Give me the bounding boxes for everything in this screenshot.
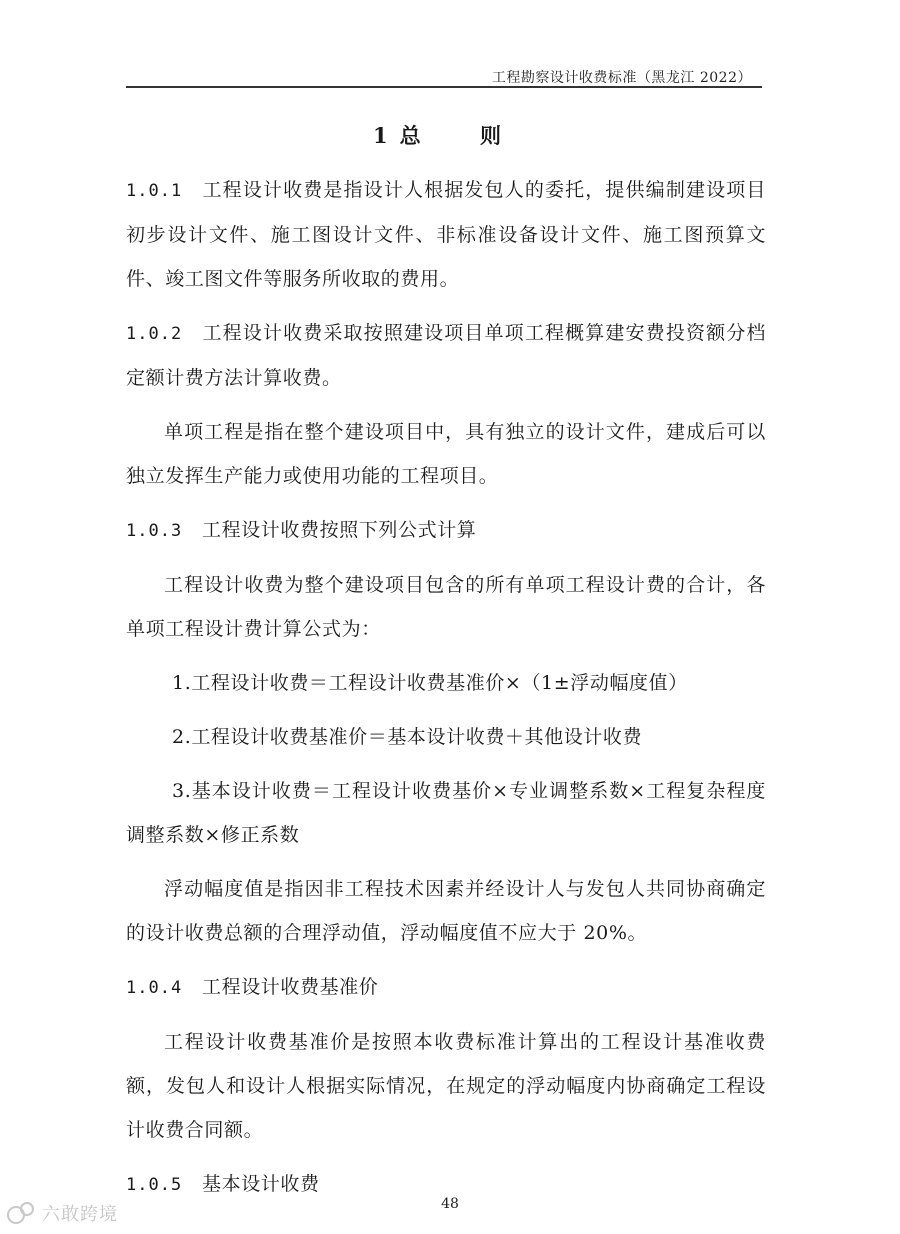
watermark-text: 六敢跨境 bbox=[42, 1204, 118, 1225]
clause-1-0-2 bbox=[126, 311, 766, 400]
chapter-heading: 总 则 bbox=[399, 123, 527, 148]
brand-logo-icon bbox=[6, 1200, 36, 1226]
clause-number: 1.0.5 bbox=[126, 1175, 183, 1195]
clause-text: 基本设计收费 bbox=[202, 1173, 320, 1195]
body-text bbox=[126, 168, 766, 1217]
paragraph-single-project: 单项工程是指在整个建设项目中，具有独立的设计文件，建成后可以独立发挥生产能力或使用功能的工程项目。 bbox=[126, 421, 766, 487]
running-header: 工程勘察设计收费标准（黑龙江 2022） bbox=[491, 70, 752, 86]
chapter-title bbox=[0, 120, 900, 150]
clause-number: 1.0.4 bbox=[126, 978, 183, 998]
formula-2: 2.工程设计收费基准价＝基本设计收费＋其他设计收费 bbox=[172, 726, 643, 748]
paragraph-fee-total: 工程设计收费为整个建设项目包含的所有单项工程设计费的合计，各单项工程设计费计算公式为： bbox=[126, 574, 766, 640]
clause-number: 1.0.2 bbox=[126, 324, 183, 344]
clause-number: 1.0.3 bbox=[126, 521, 183, 541]
clause-number: 1.0.1 bbox=[126, 181, 183, 201]
clause-1-0-4 bbox=[126, 965, 766, 1010]
clause-text: 工程设计收费是指设计人根据发包人的委托，提供编制建设项目初步设计文件、施工图设计文件、非标准设备设计文件、施工图预算文件、竣工图文件等服务所收取的费用。 bbox=[126, 179, 766, 290]
header-rule bbox=[126, 86, 762, 88]
formula-1: 1.工程设计收费＝工程设计收费基准价×（1±浮动幅度值） bbox=[172, 672, 688, 694]
clause-text: 工程设计收费基准价 bbox=[202, 976, 379, 998]
watermark bbox=[6, 1200, 118, 1226]
chapter-number: 1 bbox=[373, 123, 390, 148]
page-number: 48 bbox=[441, 1196, 459, 1212]
formula-3: 3.基本设计收费＝工程设计收费基价×专业调整系数×工程复杂程度调整系数×修正系数 bbox=[126, 780, 766, 846]
paragraph-float-range: 浮动幅度值是指因非工程技术因素并经设计人与发包人共同协商确定的设计收费总额的合理浮动值，浮动幅度值不应大于 20%。 bbox=[126, 878, 766, 944]
paragraph-base-price: 工程设计收费基准价是按照本收费标准计算出的工程设计基准收费额，发包人和设计人根据实际情况，在规定的浮动幅度内协商确定工程设计收费合同额。 bbox=[126, 1031, 766, 1141]
clause-1-0-1 bbox=[126, 168, 766, 301]
clause-text: 工程设计收费采取按照建设项目单项工程概算建安费投资额分档定额计费方法计算收费。 bbox=[126, 322, 766, 389]
clause-1-0-3 bbox=[126, 508, 766, 553]
clause-text: 工程设计收费按照下列公式计算 bbox=[202, 519, 477, 541]
